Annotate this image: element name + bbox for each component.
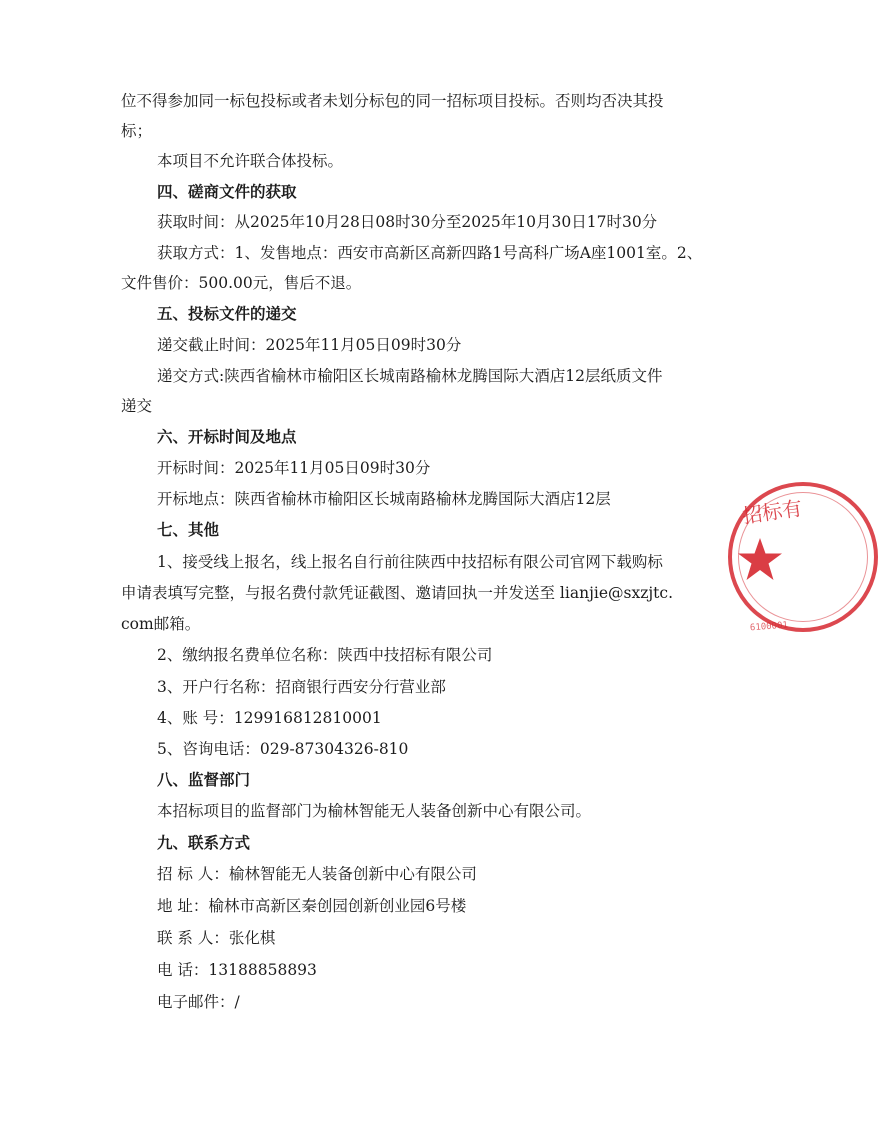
section-heading-9: 九、联系方式 — [157, 834, 251, 852]
body-text-line: 申请表填写完整，与报名费付款凭证截图、邀请回执一并发送至 lianjie@sxzjtc. — [121, 584, 674, 602]
body-text-line: 文件售价：500.00元，售后不退。 — [121, 274, 362, 292]
body-text-line: 2、缴纳报名费单位名称：陕西中技招标有限公司 — [157, 646, 493, 664]
seal-star-icon — [736, 536, 784, 584]
body-text-line: 电子邮件：/ — [157, 993, 240, 1011]
body-text-line: 4、账 号：129916812810001 — [157, 709, 382, 727]
seal-text: 招标有 — [740, 495, 804, 529]
body-text-line: 电 话：13188858893 — [157, 961, 317, 979]
body-text-line: 本招标项目的监督部门为榆林智能无人装备创新中心有限公司。 — [157, 802, 592, 820]
body-text-line: com邮箱。 — [121, 615, 201, 633]
body-text-line: 递交截止时间：2025年11月05日09时30分 — [157, 336, 462, 354]
body-text-line: 获取方式：1、发售地点：西安市高新区高新四路1号高科广场A座1001室。2、 — [157, 244, 703, 262]
company-seal — [728, 482, 878, 632]
section-heading-8: 八、监督部门 — [157, 771, 251, 789]
body-text-line: 地 址：榆林市高新区秦创园创新创业园6号楼 — [157, 897, 467, 915]
body-text-line: 5、咨询电话：029-87304326-810 — [157, 740, 409, 758]
body-text-line: 招 标 人：榆林智能无人装备创新中心有限公司 — [157, 865, 477, 883]
section-heading-6: 六、开标时间及地点 — [157, 428, 297, 446]
body-text-line: 开标地点：陕西省榆林市榆阳区长城南路榆林龙腾国际大酒店12层 — [157, 490, 611, 508]
body-text-line: 本项目不允许联合体投标。 — [157, 152, 344, 170]
section-heading-5: 五、投标文件的递交 — [157, 305, 297, 323]
seal-number: 6100001 — [749, 620, 789, 634]
section-heading-7: 七、其他 — [157, 521, 220, 539]
body-text-line: 递交 — [121, 397, 153, 415]
body-text-line: 3、开户行名称：招商银行西安分行营业部 — [157, 678, 446, 696]
body-text-line: 标； — [121, 122, 153, 140]
body-text-line: 1、接受线上报名，线上报名自行前往陕西中技招标有限公司官网下载购标 — [157, 553, 663, 571]
body-text-line: 联 系 人：张化棋 — [157, 929, 276, 947]
body-text-line: 位不得参加同一标包投标或者未划分标包的同一招标项目投标。否则均否决其投 — [121, 92, 664, 110]
body-text-line: 递交方式:陕西省榆林市榆阳区长城南路榆林龙腾国际大酒店12层纸质文件 — [157, 367, 663, 385]
body-text-line: 获取时间：从2025年10月28日08时30分至2025年10月30日17时30分 — [157, 213, 658, 231]
body-text-line: 开标时间：2025年11月05日09时30分 — [157, 459, 431, 477]
section-heading-4: 四、磋商文件的获取 — [157, 183, 297, 201]
